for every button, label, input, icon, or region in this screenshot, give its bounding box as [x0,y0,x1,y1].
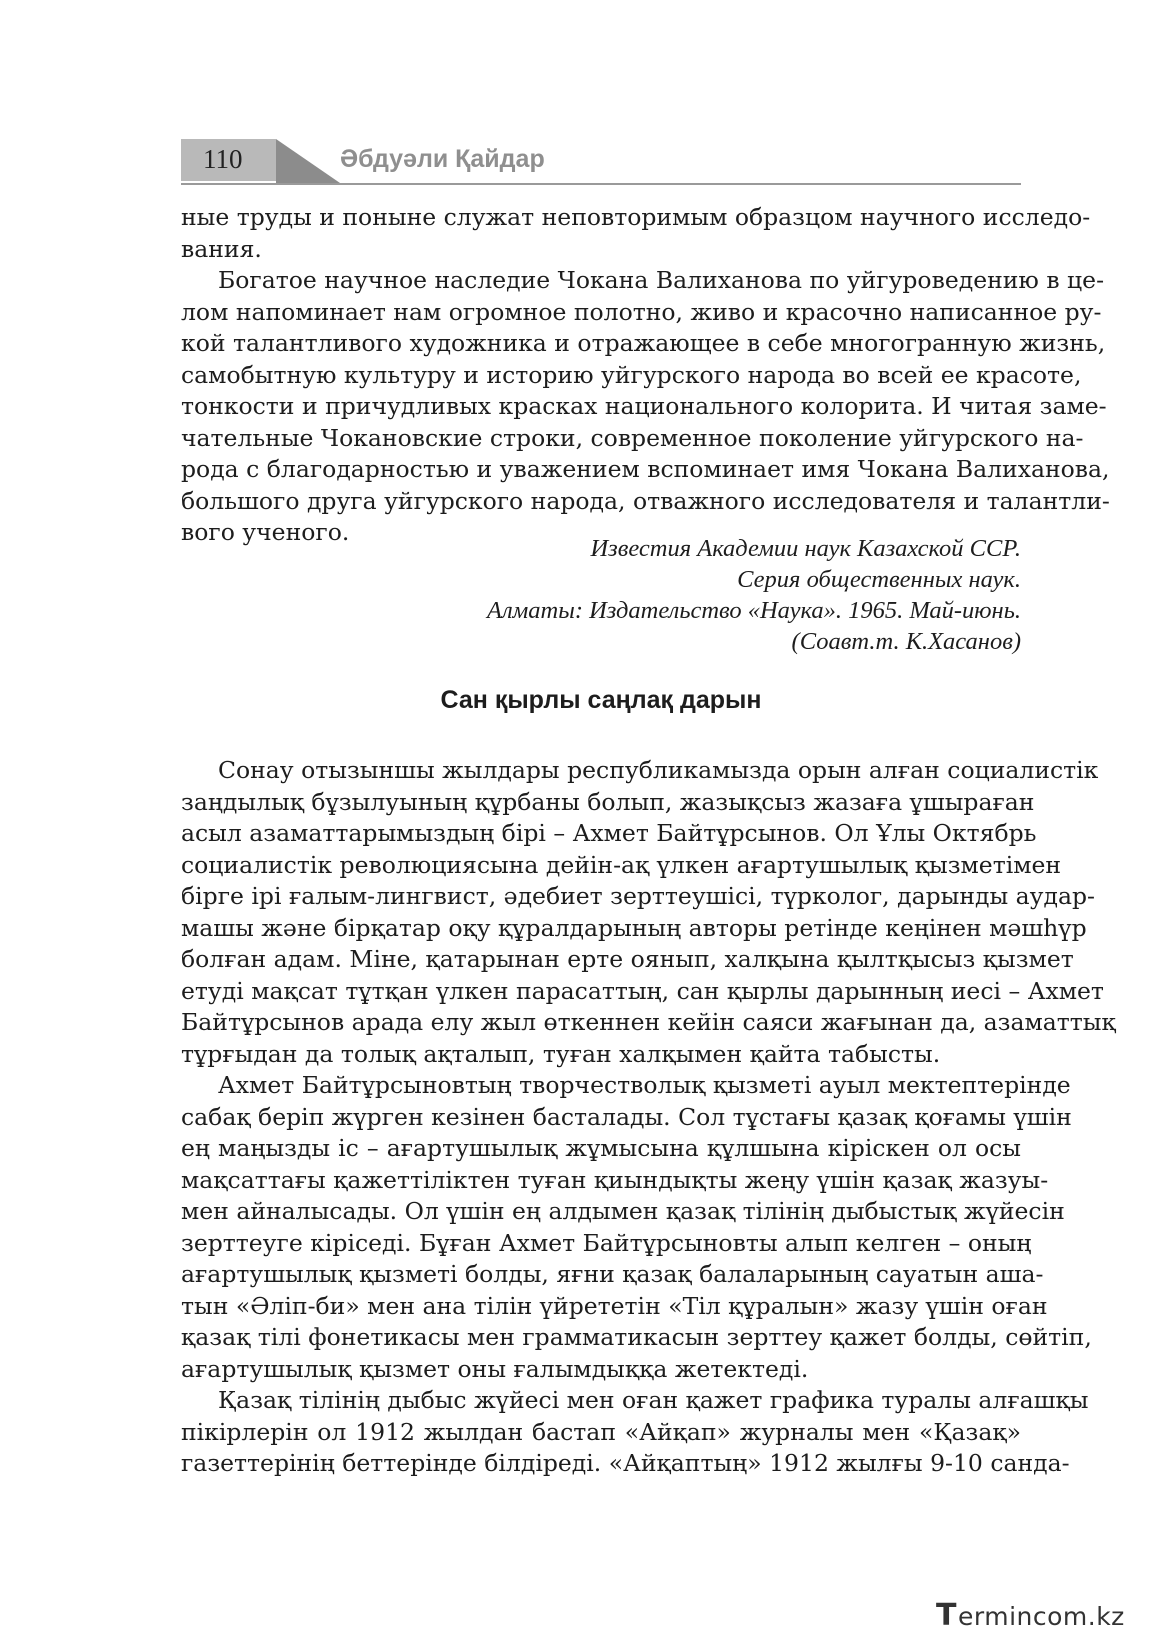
text-line: ағартушылық қызмет оны ғалымдыққа жетектеді. [181,1354,809,1383]
text-line: болған адам. Міне, қатарынан ерте оянып, халқына қылтқысыз қызмет [181,945,1074,973]
author-name: Әбдуәли Қайдар [340,145,545,173]
text-line: пікірлерін ол 1912 жылдан бастап «Айқап» журналы мен «Қазақ» [181,1417,1021,1446]
page-number: 110 [203,144,243,174]
text-line: зерттеуге кіріседі. Бұған Ахмет Байтұрсыновты алып келген – оның [181,1228,1032,1257]
citation-line: Известия Академии наук Казахской ССР. [590,535,1021,562]
text-line: заңдылық бұзылуының құрбаны болып, жазықсыз жазаға ұшыраған [181,787,1035,816]
citation-line: Серия общественных наук. [737,566,1021,593]
text-line: мақсаттағы қажеттіліктен туған қиындықты жеңу үшін қазақ жазуы- [181,1165,1049,1194]
text-line: Сонау отызыншы жылдары республикамызда орын алған социалистік [218,756,1099,784]
text-line: машы және бірқатар оқу құралдарының авторы ретінде кеңінен мәшһүр [181,913,1087,942]
text-line: тонкости и причудливых красках национального колорита. И читая заме- [181,392,1107,420]
watermark-logo [936,1600,1146,1634]
text-line: бірге ірі ғалым-лингвист, әдебиет зерттеушісі, түрколог, дарынды аудар- [181,882,1095,910]
paragraph-2 [181,265,1110,549]
header-decoration [276,139,340,183]
citation-line: Алматы: Издательство «Наука». 1965. Май-июнь. [487,597,1021,624]
header-rule [181,183,1021,185]
paragraph-1 [181,202,1091,265]
text-line: сабақ беріп жүрген кезінен басталады. Сол тұстағы қазақ қоғамы үшін [181,1102,1072,1131]
page-number-box [181,139,276,181]
watermark-text: ermincom.kz [958,1602,1125,1631]
text-line: Богатое научное наследие Чокана Валиханова по уйгуроведению в це- [218,266,1105,294]
text-line: ағартушылық қызметі болды, яғни қазақ балаларының сауатын аша- [181,1260,1044,1288]
text-line: етуді мақсат тұтқан үлкен парасаттың, сан қырлы дарынның иесі – Ахмет [181,976,1104,1005]
text-line: тын «Әліп-би» мен ана тілін үйрететін «Тіл құралын» жазу үшін оған [181,1291,1048,1320]
paragraph-5 [181,1385,1089,1480]
text-line: вания. [181,234,262,263]
text-line: большого друга уйгурского народа, отважного исследователя и талантли- [181,486,1110,515]
text-line: Ахмет Байтұрсыновтың творчестволық қызметі ауыл мектептерінде [218,1071,1071,1099]
source-citation [487,533,1021,657]
text-line: рода с благодарностью и уважением вспоминает имя Чокана Валиханова, [181,455,1110,483]
text-line: чательные Чокановские строки, современное поколение уйгурского на- [181,423,1084,452]
text-line: ные труды и поныне служат неповторимым образцом научного исследо- [181,203,1091,231]
text-line: социалистік революциясына дейін-ақ үлкен ағартушылық қызметімен [181,850,1062,879]
text-line: тұрғыдан да толық ақталып, туған халқымен қайта табысты. [181,1039,941,1068]
text-line: асыл азаматтарымыздың бірі – Ахмет Байтұрсынов. Ол Ұлы Октябрь [181,819,1037,847]
text-line: Қазақ тілінің дыбыс жүйесі мен оған қажет графика туралы алғашқы [218,1386,1089,1414]
watermark-letter: T [936,1598,957,1633]
citation-line: (Соавт.т. К.Хасанов) [791,628,1021,655]
text-line: қазақ тілі фонетикасы мен грамматикасын зерттеу қажет болды, сөйтіп, [181,1323,1092,1351]
section-title: Сан қырлы саңлақ дарын [440,686,762,714]
paragraph-3 [181,755,1116,1070]
text-line: ең маңызды іс – ағартушылық жұмысына құлшына кіріскен ол осы [181,1134,1021,1162]
text-line: вого ученого. [181,518,350,546]
text-line: Байтұрсынов арада елу жыл өткеннен кейін саяси жағынан да, азаматтық [181,1008,1116,1036]
text-line: самобытную культуру и историю уйгурского народа во всей ее красоте, [181,360,1082,389]
paragraph-4 [181,1070,1092,1385]
text-line: газеттерінің беттерінде білдіреді. «Айқаптың» 1912 жылғы 9-10 санда- [181,1449,1070,1477]
text-line: мен айналысады. Ол үшін ең алдымен қазақ тілінің дыбыстық жүйесін [181,1197,1065,1225]
running-header [181,137,1021,187]
text-line: кой талантливого художника и отражающее в себе многогранную жизнь, [181,329,1106,357]
text-line: лом напоминает нам огромное полотно, живо и красочно написанное ру- [181,297,1102,326]
